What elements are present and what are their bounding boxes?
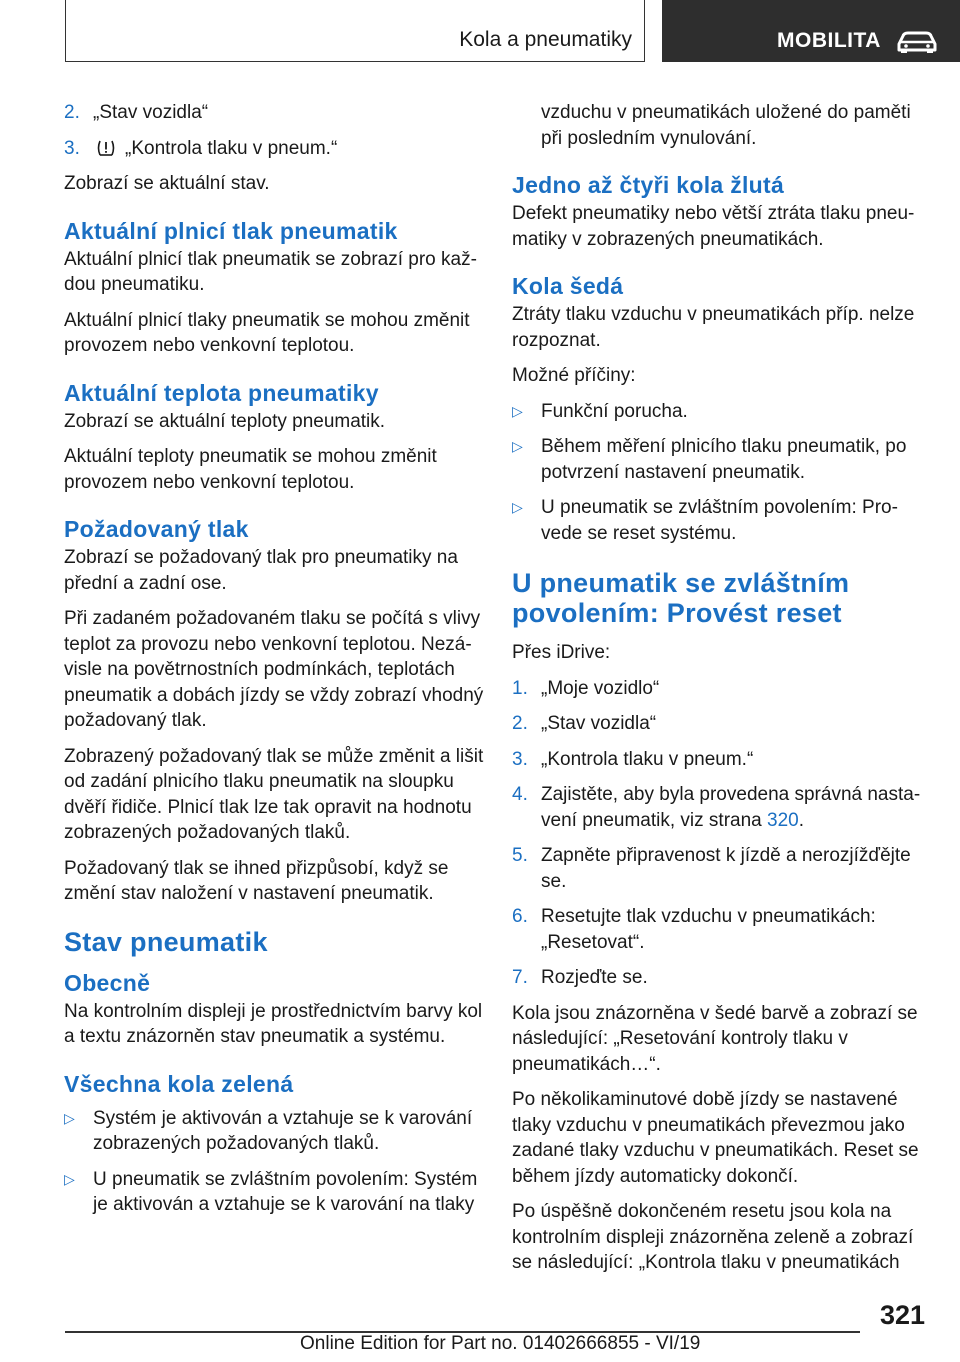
footer-edition: Online Edition for Part no. 01402666855 - VI/19: [300, 1333, 701, 1354]
bullet-text: U pneumatik se zvláštním povolením: Pro-vede se reset systému.: [541, 497, 898, 544]
step-number: 1.: [512, 677, 528, 699]
bullet-item: [512, 434, 922, 485]
paragraph: Přes iDrive:: [512, 642, 611, 663]
step-item: [512, 782, 922, 833]
paragraph: Ztráty tlaku vzduchu v pneumatikách příp. nelze rozpoznat.: [512, 304, 915, 351]
step-item: [512, 904, 922, 955]
step-item: [512, 711, 922, 737]
bullet-marker: ▷: [64, 1170, 75, 1187]
step-number: 7.: [512, 967, 528, 988]
bullet-marker: ▷: [512, 499, 523, 515]
paragraph: Aktuální plnicí tlak pneumatik se zobrazí pro kaž-dou pneumatiku.: [64, 248, 477, 295]
bullet-text: Během měření plnicího tlaku pneumatik, po potvrzení nastavení pneumatik.: [541, 436, 907, 483]
paragraph: Kola jsou znázorněna v šedé barvě a zobrazí se následující: „Resetování kontroly tlaku v pneumatikách…“.: [512, 1002, 918, 1075]
list-item: [64, 136, 484, 162]
step-item: [512, 747, 922, 773]
paragraph: Zobrazí se aktuální stav.: [64, 173, 270, 194]
left-column: [64, 100, 484, 1228]
paragraph: Po úspěšně dokončeném resetu jsou kola na kontrolním displeji znázorněna zeleně a zobrazí se následující: „Kontrola tlaku v pneumatikách: [512, 1201, 914, 1273]
chapter-tab: [662, 0, 960, 62]
right-column: [512, 100, 922, 1286]
step-number: 6.: [512, 906, 528, 927]
bullet-item: [512, 399, 922, 425]
step-text-end: .: [798, 809, 804, 831]
paragraph: Aktuální teploty pneumatik se mohou změnit provozem nebo venkovní teplotou.: [64, 446, 437, 493]
paragraph: Po několikaminutové době jízdy se nastavené tlaky vzduchu v pneumatikách převezmou jako zadané tlaky vzduchu v pneumatikách. Reset se během jízdy automaticky dokončí.: [512, 1089, 919, 1187]
step-item: [512, 965, 922, 991]
paragraph: Aktuální plnicí tlaky pneumatik se mohou změnit provozem nebo venkovní teplotou.: [64, 309, 470, 356]
section-title: Kola a pneumatiky: [459, 28, 632, 51]
heading-temperature: Aktuální teplota pneumatiky: [64, 379, 379, 406]
step-text: „Kontrola tlaku v pneum.“: [541, 748, 754, 770]
list-text: „Stav vozidla“: [93, 102, 209, 123]
step-text: Zapněte připravenost k jízdě a nerozjížďějte se.: [541, 845, 911, 892]
heading-required-pressure: Požadovaný tlak: [64, 516, 249, 542]
step-text: Rozjeďte se.: [541, 967, 648, 988]
step-number: 5.: [512, 845, 528, 866]
heading-tire-status: Stav pneumatik: [64, 926, 268, 957]
bullet-marker: ▷: [64, 1109, 75, 1126]
list-text: „Kontrola tlaku v pneum.“: [125, 137, 338, 159]
chapter-title: MOBILITA: [777, 29, 881, 52]
paragraph: Na kontrolním displeji je prostřednictvím barvy kol a textu znázorněn stav pneumatik a systému.: [64, 1000, 483, 1047]
paragraph: Požadovaný tlak se ihned přizpůsobí, když se změní stav naložení v nastavení pneumatik.: [64, 857, 449, 904]
step-item: [512, 676, 922, 702]
heading-fill-pressure: Aktuální plnicí tlak pneumatik: [64, 217, 398, 244]
bullet-text: Funkční porucha.: [541, 400, 688, 422]
step-number: 4.: [512, 784, 528, 805]
bullet-item: [64, 1106, 484, 1157]
tire-warning-icon: [96, 138, 116, 158]
paragraph-continued: vzduchu v pneumatikách uložené do paměti při posledním vynulování.: [541, 102, 911, 149]
bullet-item: [512, 495, 922, 546]
paragraph: Zobrazený požadovaný tlak se může změnit a lišit od zadání plnicího tlaku pneumatik na sloupku dvěří řidiče. Plnicí tlak lze tak opravit na hodnotu zobrazených požadovaných tlaků.: [64, 745, 484, 843]
step-text: „Moje vozidlo“: [541, 677, 660, 699]
paragraph: Možné příčiny:: [512, 365, 636, 386]
paragraph: Defekt pneumatiky nebo větší ztráta tlaku pneu-matiky v zobrazených pneumatikách.: [512, 203, 915, 250]
heading-reset: U pneumatik se zvláštním povolením: Provést reset: [512, 568, 850, 628]
paragraph: Při zadaném požadovaném tlaku se počítá s vlivy teplot za provozu nebo venkovní teplotou. Nezá-visle na povětrnostních podmínkách, teplotách pneumatik a dobách jízdy se vždy zobrazí vhodný požadovaný tlak.: [64, 608, 484, 731]
list-number: 3.: [64, 137, 80, 159]
step-text: Zajistěte, aby byla provedena správná nasta-vení pneumatik, viz strana: [541, 784, 921, 831]
bullet-item: [64, 1167, 484, 1218]
step-text: Resetujte tlak vzduchu v pneumatikách: „Resetovat“.: [541, 906, 876, 953]
bullet-text: U pneumatik se zvláštním povolením: Systém je aktivován a vztahuje se k varování na tlaky: [93, 1168, 478, 1215]
bullet-text: Systém je aktivován a vztahuje se k varování zobrazených požadovaných tlaků.: [93, 1107, 473, 1154]
list-item: [64, 100, 484, 126]
header-section-box: [65, 0, 645, 62]
heading-all-green: Všechna kola zelená: [64, 1070, 294, 1097]
list-number: 2.: [64, 102, 80, 123]
heading-grey: Kola šedá: [512, 273, 624, 299]
step-number: 2.: [512, 713, 528, 734]
bullet-marker: ▷: [512, 402, 523, 419]
heading-yellow: Jedno až čtyři kola žlutá: [512, 172, 785, 198]
step-item: [512, 843, 922, 894]
paragraph: Zobrazí se požadovaný tlak pro pneumatiky na přední a zadní ose.: [64, 547, 458, 594]
step-text: „Stav vozidla“: [541, 713, 657, 734]
page-number: 321: [880, 1300, 926, 1330]
bullet-marker: ▷: [512, 438, 523, 454]
step-number: 3.: [512, 748, 528, 770]
heading-general: Obecně: [64, 969, 151, 996]
paragraph: Zobrazí se aktuální teploty pneumatik.: [64, 410, 386, 432]
page-link[interactable]: 320: [767, 809, 799, 831]
car-icon: [895, 28, 939, 54]
